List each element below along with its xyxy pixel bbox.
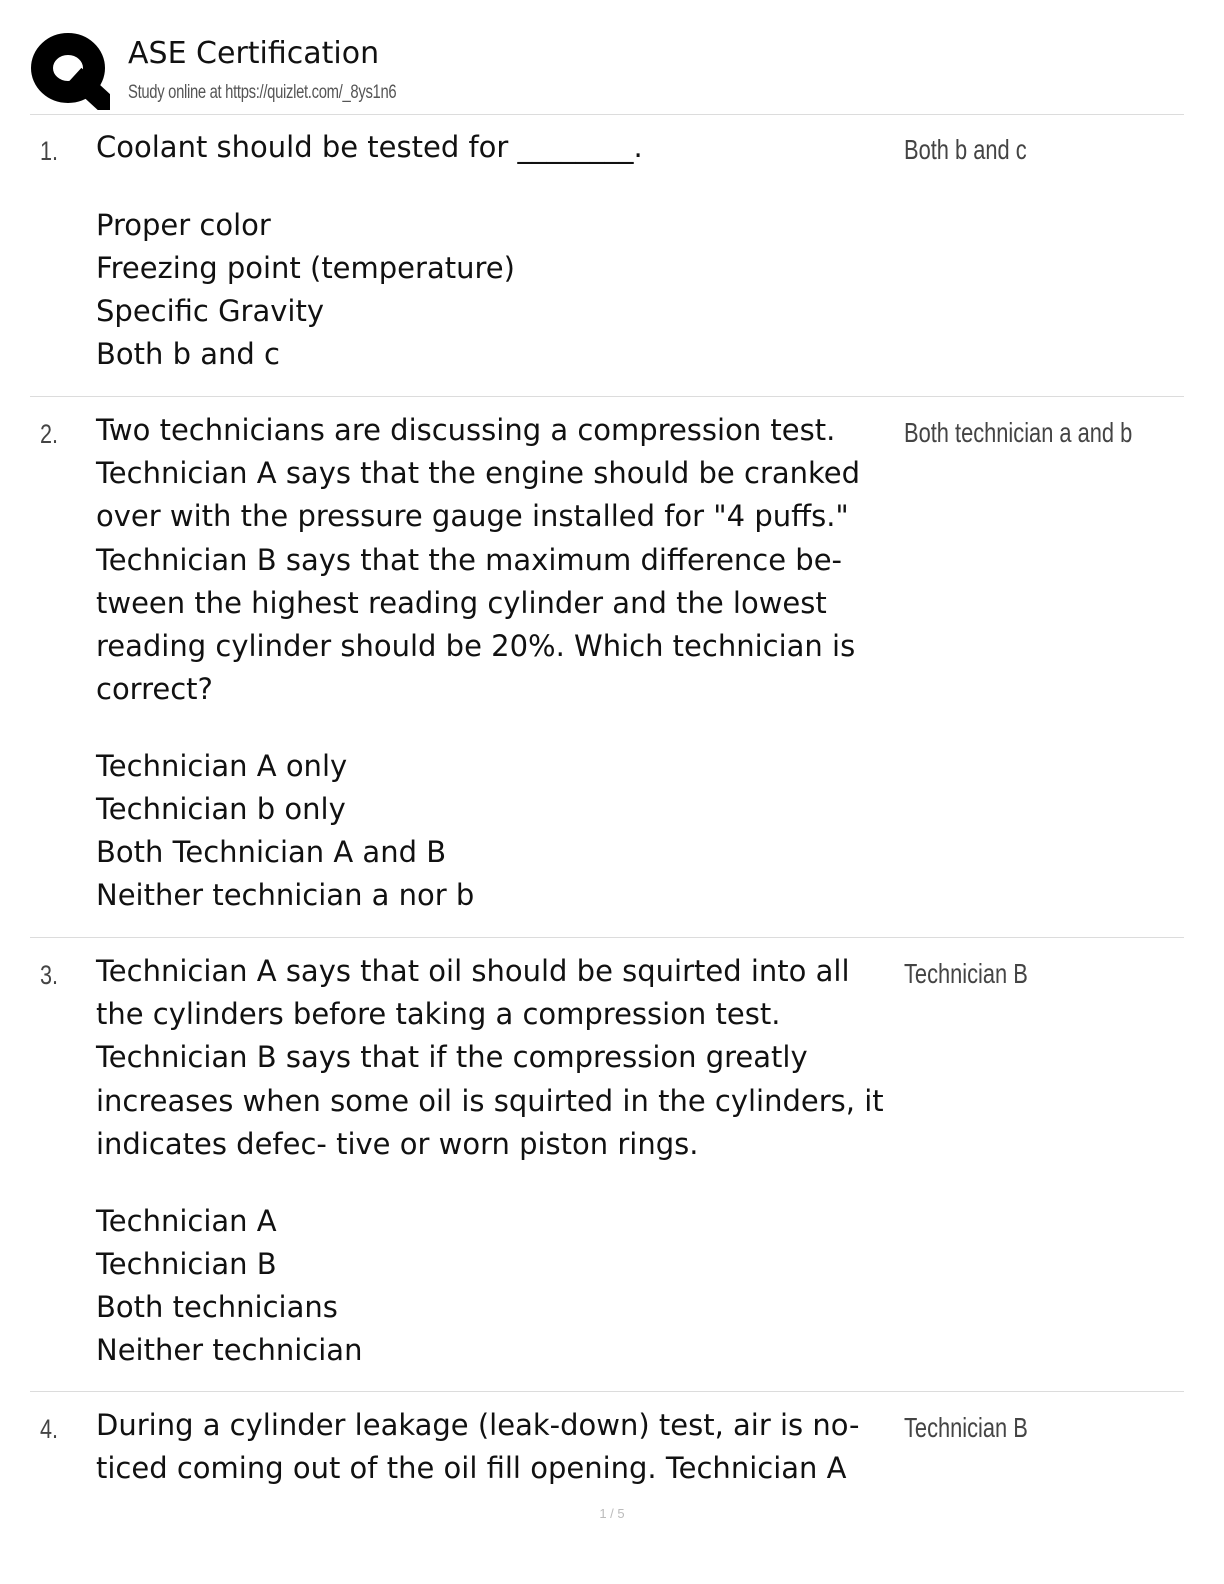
page-number: 1 / 5	[599, 1506, 625, 1521]
quizlet-logo-icon	[30, 30, 110, 110]
option-item: Specific Gravity	[96, 294, 325, 328]
option-item: Technician A only	[96, 749, 348, 783]
page-header	[30, 30, 1184, 115]
option-item: Both Technician A and B	[96, 835, 447, 869]
option-item: Proper color	[96, 208, 271, 242]
question-text: Technician A says that oil should be squirted into all the cylinders before taking a compression test. Technician B says that if the compression greatly increases when some oil is squirted in the cylinders, it indicates defec- tive or worn piston rings.	[96, 954, 884, 1161]
answer-options	[96, 1200, 902, 1372]
question-2	[30, 397, 1184, 938]
option-item: Both technicians	[96, 1290, 338, 1324]
question-number: 3.	[40, 960, 59, 990]
question-text: During a cylinder leakage (leak-down) test, air is no- ticed coming out of the oil fill opening. Technician A	[96, 1408, 860, 1486]
option-item: Neither technician	[96, 1333, 363, 1367]
question-number: 2.	[40, 419, 59, 449]
correct-answer: Technician B	[904, 958, 1028, 989]
option-item: Technician B	[96, 1247, 277, 1281]
question-number: 1.	[40, 136, 59, 166]
correct-answer: Technician B	[904, 1412, 1028, 1443]
page-title: ASE Certification	[128, 36, 380, 71]
question-3	[30, 938, 1184, 1392]
question-4	[30, 1392, 1184, 1496]
option-item: Both b and c	[96, 337, 280, 371]
question-1	[30, 114, 1184, 397]
answer-options	[96, 745, 902, 917]
option-item: Technician b only	[96, 792, 346, 826]
option-item: Technician A	[96, 1204, 277, 1238]
correct-answer: Both technician a and b	[904, 417, 1133, 448]
option-item: Neither technician a nor b	[96, 878, 475, 912]
answer-options	[96, 204, 902, 376]
correct-answer: Both b and c	[904, 134, 1027, 165]
option-item: Freezing point (temperature)	[96, 251, 515, 285]
question-text: Two technicians are discussing a compression test. Technician A says that the engine should be cranked over with the pressure gauge installed for "4 puffs." Technician B says that the maximum difference be- tween the highest reading cylinder and the lowest reading cylinder should be 20%. Which technician is correct?	[96, 413, 861, 707]
question-number: 4.	[40, 1414, 59, 1444]
question-text: Coolant should be tested for ________.	[96, 130, 643, 164]
study-link: Study online at https://quizlet.com/_8ys1n6	[128, 82, 397, 103]
